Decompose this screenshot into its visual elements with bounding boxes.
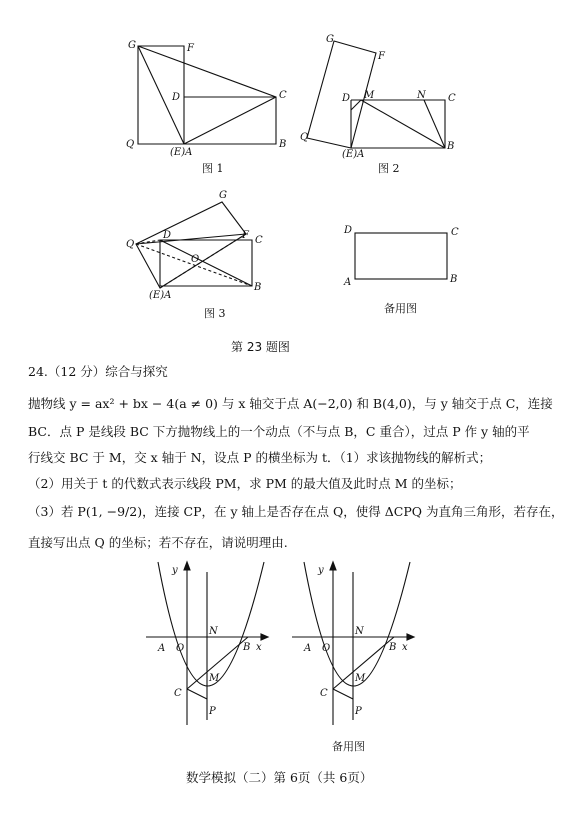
label-A: A <box>344 277 352 288</box>
label-EA: (E)A <box>342 149 365 160</box>
label-EA: (E)A <box>149 290 172 301</box>
label-Q: Q <box>126 239 135 250</box>
label-D: D <box>342 93 351 104</box>
label-B: B <box>243 642 251 653</box>
label-D: D <box>344 225 353 236</box>
figure-1-caption: 图 1 <box>202 162 224 175</box>
label-C: C <box>255 235 263 246</box>
problem-24-header: 24.（12 分）综合与探究 <box>28 364 168 379</box>
label-G: G <box>128 40 136 51</box>
problem-24-line-4: （2）用关于 t 的代数式表示线段 PM，求 PM 的最大值及此时点 M 的坐标； <box>28 476 462 491</box>
label-F: F <box>242 230 249 241</box>
problem-24-line-1: 抛物线 y = ax² + bx − 4(a ≠ 0) 与 x 轴交于点 A(−2,0) 和 B(4,0)，与 y 轴交于点 C，连接 <box>28 396 553 411</box>
graph-spare-caption: 备用图 <box>332 740 365 753</box>
label-x: x <box>402 642 408 653</box>
label-P: P <box>209 706 216 717</box>
label-D: D <box>163 230 172 241</box>
label-G: G <box>326 34 334 45</box>
label-F: F <box>378 51 385 62</box>
label-G: G <box>219 190 227 201</box>
problem-24-line-6: 直接写出点 Q 的坐标；若不存在，请说明理由. <box>28 535 288 550</box>
label-M: M <box>209 673 220 684</box>
label-N: N <box>417 90 426 101</box>
label-Q: Q <box>300 132 309 143</box>
label-C: C <box>448 93 456 104</box>
label-N: N <box>209 626 218 637</box>
label-A: A <box>304 643 312 654</box>
label-M: M <box>355 673 366 684</box>
label-x: x <box>256 642 262 653</box>
label-N: N <box>355 626 364 637</box>
label-C: C <box>279 90 287 101</box>
label-O: O <box>322 643 331 654</box>
figure-23-spare <box>340 222 470 292</box>
figure-3 <box>124 186 274 301</box>
label-B: B <box>279 139 287 150</box>
label-D: D <box>172 92 181 103</box>
problem-24-line-2: BC．点 P 是线段 BC 下方抛物线上的一个动点（不与点 B，C 重合），过点 P 作 y 轴的平 <box>28 424 530 439</box>
label-B: B <box>254 282 262 293</box>
figure-2 <box>300 28 470 158</box>
label-O: O <box>191 254 200 265</box>
rect-abcd <box>355 233 447 279</box>
label-P: P <box>355 706 362 717</box>
label-EA: (E)A <box>170 147 193 158</box>
label-y: y <box>172 565 178 576</box>
figure-23-spare-caption: 备用图 <box>384 302 417 315</box>
label-C: C <box>320 688 328 699</box>
parabola-curve <box>304 562 410 686</box>
parabola-graph-1 <box>136 560 276 735</box>
figure-2-caption: 图 2 <box>378 162 400 175</box>
problem-24-line-5: （3）若 P(1, −9/2)，连接 CP，在 y 轴上是否存在点 Q，使得 ΔCPQ 为直角三角形，若存在， <box>28 504 564 519</box>
label-B: B <box>450 274 458 285</box>
figure-3-caption: 图 3 <box>204 307 226 320</box>
label-C: C <box>174 688 182 699</box>
figures-23-title: 第 23 题图 <box>231 340 290 354</box>
label-Q: Q <box>126 139 135 150</box>
label-C: C <box>451 227 459 238</box>
label-y: y <box>318 565 324 576</box>
label-F: F <box>187 43 194 54</box>
label-O: O <box>176 643 185 654</box>
label-A: A <box>158 643 166 654</box>
figure-1 <box>120 36 290 156</box>
label-M: M <box>364 90 375 101</box>
problem-24-line-3: 行线交 BC 于 M，交 x 轴于 N，设点 P 的横坐标为 t．（1）求该抛物线的解析式； <box>28 450 492 465</box>
parabola-curve <box>158 562 264 686</box>
parabola-graph-2 <box>284 560 424 735</box>
rect-adcb <box>351 100 445 148</box>
label-B: B <box>389 642 397 653</box>
label-B: B <box>447 141 455 152</box>
page-footer: 数学模拟（二）第 6页（共 6页） <box>186 770 373 785</box>
